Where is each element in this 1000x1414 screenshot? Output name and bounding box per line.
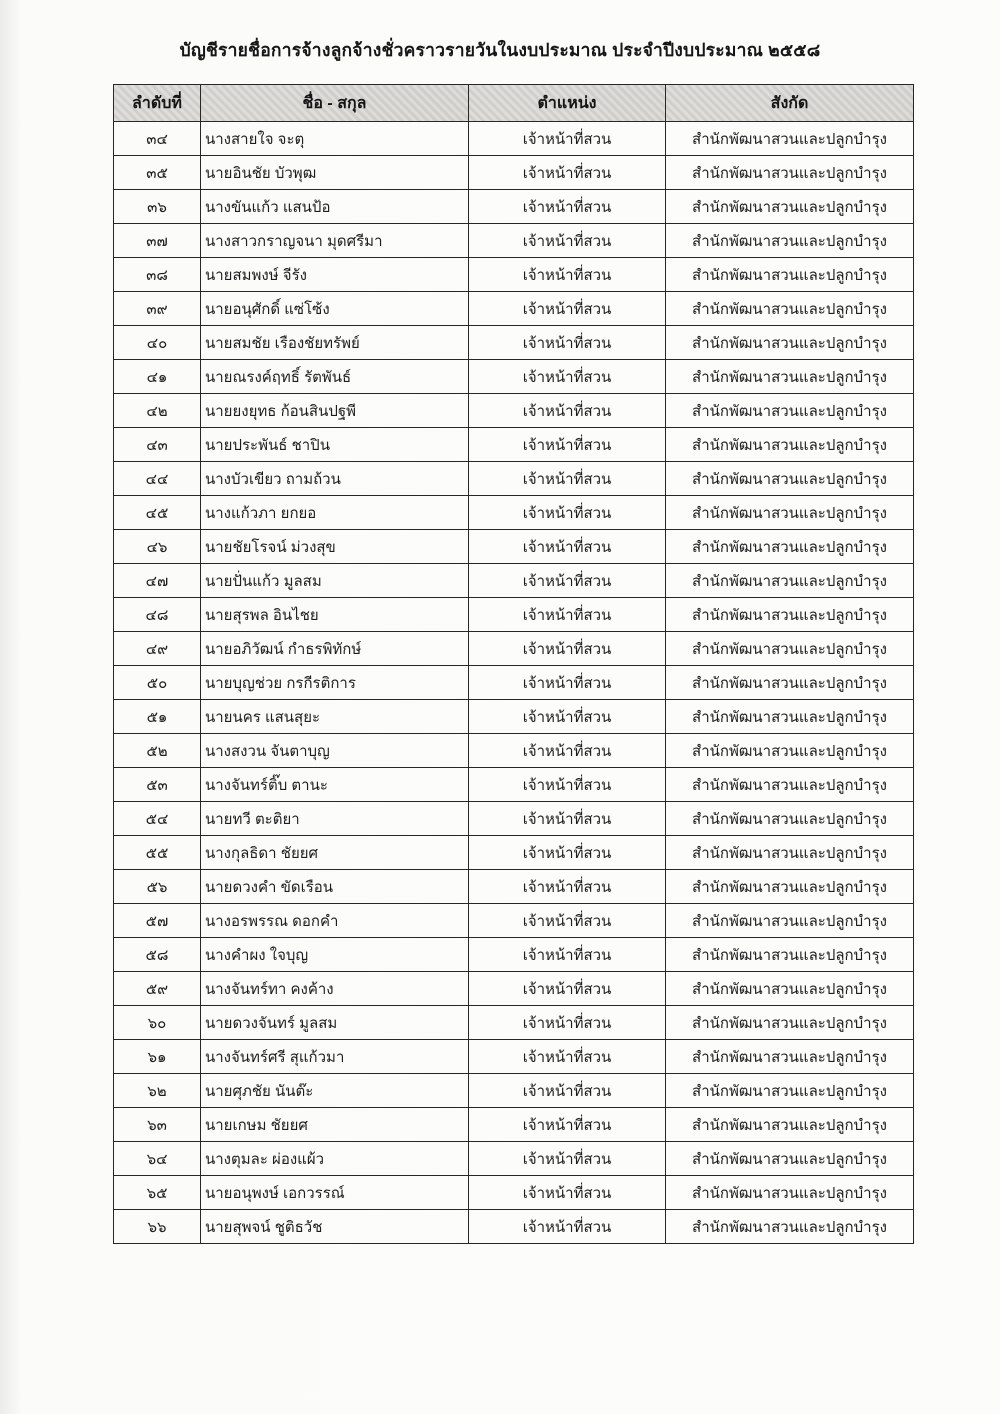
- table-row: [114, 1074, 914, 1108]
- cell-no: ๔๘: [114, 598, 201, 632]
- cell-position: เจ้าหน้าที่สวน: [469, 870, 666, 904]
- cell-affiliation: สำนักพัฒนาสวนและปลูกบำรุง: [666, 428, 914, 462]
- cell-position: เจ้าหน้าที่สวน: [469, 1108, 666, 1142]
- cell-no: ๖๒: [114, 1074, 201, 1108]
- cell-no: ๕๑: [114, 700, 201, 734]
- table-row: [114, 802, 914, 836]
- cell-position: เจ้าหน้าที่สวน: [469, 394, 666, 428]
- cell-position: เจ้าหน้าที่สวน: [469, 360, 666, 394]
- cell-affiliation: สำนักพัฒนาสวนและปลูกบำรุง: [666, 326, 914, 360]
- cell-position: เจ้าหน้าที่สวน: [469, 1074, 666, 1108]
- cell-affiliation: สำนักพัฒนาสวนและปลูกบำรุง: [666, 462, 914, 496]
- cell-position: เจ้าหน้าที่สวน: [469, 700, 666, 734]
- cell-name: นายปั่นแก้ว มูลสม: [201, 564, 469, 598]
- page-title: บัญชีรายชื่อการจ้างลูกจ้างชั่วคราวรายวันในงบประมาณ ประจำปีงบประมาณ ๒๕๕๘: [179, 40, 821, 60]
- cell-name: นายสมพงษ์ จีรัง: [201, 258, 469, 292]
- table-row: [114, 938, 914, 972]
- cell-position: เจ้าหน้าที่สวน: [469, 904, 666, 938]
- cell-affiliation: สำนักพัฒนาสวนและปลูกบำรุง: [666, 700, 914, 734]
- cell-affiliation: สำนักพัฒนาสวนและปลูกบำรุง: [666, 768, 914, 802]
- cell-position: เจ้าหน้าที่สวน: [469, 496, 666, 530]
- cell-affiliation: สำนักพัฒนาสวนและปลูกบำรุง: [666, 258, 914, 292]
- cell-name: นายสุพจน์ ชูติธวัช: [201, 1210, 469, 1244]
- cell-name: นายนคร แสนสุยะ: [201, 700, 469, 734]
- cell-position: เจ้าหน้าที่สวน: [469, 836, 666, 870]
- cell-no: ๕๘: [114, 938, 201, 972]
- cell-position: เจ้าหน้าที่สวน: [469, 530, 666, 564]
- cell-position: เจ้าหน้าที่สวน: [469, 1006, 666, 1040]
- cell-no: ๓๕: [114, 156, 201, 190]
- cell-no: ๕๐: [114, 666, 201, 700]
- table-row: [114, 564, 914, 598]
- cell-no: ๔๖: [114, 530, 201, 564]
- cell-name: นางสายใจ จะตุ: [201, 122, 469, 156]
- table-row: [114, 394, 914, 428]
- table-row: [114, 1040, 914, 1074]
- cell-affiliation: สำนักพัฒนาสวนและปลูกบำรุง: [666, 904, 914, 938]
- cell-no: ๓๙: [114, 292, 201, 326]
- cell-position: เจ้าหน้าที่สวน: [469, 258, 666, 292]
- cell-position: เจ้าหน้าที่สวน: [469, 734, 666, 768]
- cell-name: นายดวงคำ ขัดเรือน: [201, 870, 469, 904]
- cell-position: เจ้าหน้าที่สวน: [469, 224, 666, 258]
- table-row: [114, 190, 914, 224]
- table-row: [114, 904, 914, 938]
- cell-position: เจ้าหน้าที่สวน: [469, 326, 666, 360]
- cell-affiliation: สำนักพัฒนาสวนและปลูกบำรุง: [666, 598, 914, 632]
- cell-name: นางจันทร์ติ๊บ ตานะ: [201, 768, 469, 802]
- cell-name: นายชัยโรจน์ ม่วงสุข: [201, 530, 469, 564]
- cell-no: ๔๓: [114, 428, 201, 462]
- cell-position: เจ้าหน้าที่สวน: [469, 1210, 666, 1244]
- cell-name: นางขันแก้ว แสนป้อ: [201, 190, 469, 224]
- header-cell-affiliation: สังกัด: [666, 85, 914, 122]
- table-row: [114, 1176, 914, 1210]
- cell-position: เจ้าหน้าที่สวน: [469, 938, 666, 972]
- cell-no: ๖๕: [114, 1176, 201, 1210]
- table-row: [114, 1210, 914, 1244]
- cell-affiliation: สำนักพัฒนาสวนและปลูกบำรุง: [666, 190, 914, 224]
- table-row: [114, 360, 914, 394]
- table-row: [114, 1108, 914, 1142]
- cell-no: ๕๙: [114, 972, 201, 1006]
- cell-no: ๕๖: [114, 870, 201, 904]
- cell-name: นายทวี ตะติยา: [201, 802, 469, 836]
- table-row: [114, 258, 914, 292]
- cell-affiliation: สำนักพัฒนาสวนและปลูกบำรุง: [666, 122, 914, 156]
- table-row: [114, 768, 914, 802]
- table-row: [114, 632, 914, 666]
- cell-name: นางสาวกราญจนา มุดศรีมา: [201, 224, 469, 258]
- cell-position: เจ้าหน้าที่สวน: [469, 122, 666, 156]
- cell-affiliation: สำนักพัฒนาสวนและปลูกบำรุง: [666, 666, 914, 700]
- employee-table: [113, 84, 914, 1244]
- cell-no: ๔๔: [114, 462, 201, 496]
- table-row: [114, 734, 914, 768]
- cell-position: เจ้าหน้าที่สวน: [469, 666, 666, 700]
- cell-no: ๕๔: [114, 802, 201, 836]
- cell-affiliation: สำนักพัฒนาสวนและปลูกบำรุง: [666, 564, 914, 598]
- table-row: [114, 462, 914, 496]
- cell-position: เจ้าหน้าที่สวน: [469, 802, 666, 836]
- cell-position: เจ้าหน้าที่สวน: [469, 428, 666, 462]
- table-body: [114, 122, 914, 1244]
- cell-affiliation: สำนักพัฒนาสวนและปลูกบำรุง: [666, 802, 914, 836]
- cell-position: เจ้าหน้าที่สวน: [469, 190, 666, 224]
- cell-affiliation: สำนักพัฒนาสวนและปลูกบำรุง: [666, 632, 914, 666]
- table-row: [114, 666, 914, 700]
- table-row: [114, 292, 914, 326]
- cell-affiliation: สำนักพัฒนาสวนและปลูกบำรุง: [666, 1108, 914, 1142]
- cell-position: เจ้าหน้าที่สวน: [469, 1176, 666, 1210]
- cell-name: นางแก้วภา ยกยอ: [201, 496, 469, 530]
- cell-name: นายอภิวัฒน์ กำธรพิทักษ์: [201, 632, 469, 666]
- cell-name: นายเกษม ชัยยศ: [201, 1108, 469, 1142]
- cell-affiliation: สำนักพัฒนาสวนและปลูกบำรุง: [666, 1006, 914, 1040]
- cell-no: ๖๖: [114, 1210, 201, 1244]
- cell-affiliation: สำนักพัฒนาสวนและปลูกบำรุง: [666, 360, 914, 394]
- cell-affiliation: สำนักพัฒนาสวนและปลูกบำรุง: [666, 734, 914, 768]
- cell-no: ๓๘: [114, 258, 201, 292]
- table-row: [114, 1006, 914, 1040]
- cell-no: ๕๕: [114, 836, 201, 870]
- cell-affiliation: สำนักพัฒนาสวนและปลูกบำรุง: [666, 938, 914, 972]
- cell-no: ๖๓: [114, 1108, 201, 1142]
- cell-affiliation: สำนักพัฒนาสวนและปลูกบำรุง: [666, 1176, 914, 1210]
- table-header-row: [114, 85, 914, 122]
- cell-no: ๖๔: [114, 1142, 201, 1176]
- cell-name: นายยงยุทธ ก้อนสินปฐพี: [201, 394, 469, 428]
- cell-no: ๔๐: [114, 326, 201, 360]
- cell-name: นายสมชัย เรืองชัยทรัพย์: [201, 326, 469, 360]
- cell-position: เจ้าหน้าที่สวน: [469, 156, 666, 190]
- table-row: [114, 836, 914, 870]
- cell-no: ๔๕: [114, 496, 201, 530]
- cell-affiliation: สำนักพัฒนาสวนและปลูกบำรุง: [666, 530, 914, 564]
- cell-name: นางจันทร์ทา คงค้าง: [201, 972, 469, 1006]
- cell-name: นางคำผง ใจบุญ: [201, 938, 469, 972]
- cell-position: เจ้าหน้าที่สวน: [469, 972, 666, 1006]
- table-row: [114, 156, 914, 190]
- table-row: [114, 530, 914, 564]
- cell-name: นางกุลธิดา ชัยยศ: [201, 836, 469, 870]
- cell-name: นายอนุศักดิ์ แซ่โซ้ง: [201, 292, 469, 326]
- cell-position: เจ้าหน้าที่สวน: [469, 292, 666, 326]
- table-row: [114, 972, 914, 1006]
- table-row: [114, 224, 914, 258]
- cell-no: ๕๒: [114, 734, 201, 768]
- header-cell-position: ตำแหน่ง: [469, 85, 666, 122]
- cell-name: นายอินชัย บัวพุฒ: [201, 156, 469, 190]
- table-row: [114, 700, 914, 734]
- cell-name: นายดวงจันทร์ มูลสม: [201, 1006, 469, 1040]
- cell-no: ๕๗: [114, 904, 201, 938]
- cell-affiliation: สำนักพัฒนาสวนและปลูกบำรุง: [666, 292, 914, 326]
- header-cell-no: ลำดับที่: [114, 85, 201, 122]
- cell-name: นางอรพรรณ ดอกคำ: [201, 904, 469, 938]
- table-row: [114, 598, 914, 632]
- cell-name: นายศุภชัย นันต๊ะ: [201, 1074, 469, 1108]
- table-row: [114, 428, 914, 462]
- cell-affiliation: สำนักพัฒนาสวนและปลูกบำรุง: [666, 836, 914, 870]
- cell-affiliation: สำนักพัฒนาสวนและปลูกบำรุง: [666, 972, 914, 1006]
- cell-name: นางบัวเขียว ถามถ้วน: [201, 462, 469, 496]
- cell-affiliation: สำนักพัฒนาสวนและปลูกบำรุง: [666, 394, 914, 428]
- cell-no: ๔๙: [114, 632, 201, 666]
- cell-position: เจ้าหน้าที่สวน: [469, 1040, 666, 1074]
- table-row: [114, 122, 914, 156]
- cell-name: นางสงวน จันตาบุญ: [201, 734, 469, 768]
- cell-affiliation: สำนักพัฒนาสวนและปลูกบำรุง: [666, 156, 914, 190]
- cell-name: นายสุรพล อินไชย: [201, 598, 469, 632]
- table-row: [114, 326, 914, 360]
- cell-no: ๔๒: [114, 394, 201, 428]
- cell-name: นางจันทร์ศรี สุแก้วมา: [201, 1040, 469, 1074]
- table-row: [114, 1142, 914, 1176]
- cell-name: นายอนุพงษ์ เอกวรรณ์: [201, 1176, 469, 1210]
- table-row: [114, 496, 914, 530]
- cell-affiliation: สำนักพัฒนาสวนและปลูกบำรุง: [666, 1040, 914, 1074]
- cell-affiliation: สำนักพัฒนาสวนและปลูกบำรุง: [666, 1074, 914, 1108]
- cell-no: ๖๑: [114, 1040, 201, 1074]
- table-row: [114, 870, 914, 904]
- cell-no: ๔๑: [114, 360, 201, 394]
- cell-name: นายณรงค์ฤทธิ์ รัตพันธ์: [201, 360, 469, 394]
- cell-name: นายประพันธ์ ชาปิน: [201, 428, 469, 462]
- cell-no: ๔๗: [114, 564, 201, 598]
- cell-no: ๕๓: [114, 768, 201, 802]
- cell-position: เจ้าหน้าที่สวน: [469, 1142, 666, 1176]
- cell-no: ๓๖: [114, 190, 201, 224]
- cell-position: เจ้าหน้าที่สวน: [469, 768, 666, 802]
- cell-position: เจ้าหน้าที่สวน: [469, 564, 666, 598]
- cell-name: นางตุมละ ผ่องแผ้ว: [201, 1142, 469, 1176]
- cell-position: เจ้าหน้าที่สวน: [469, 632, 666, 666]
- cell-no: ๓๗: [114, 224, 201, 258]
- cell-no: ๓๔: [114, 122, 201, 156]
- cell-affiliation: สำนักพัฒนาสวนและปลูกบำรุง: [666, 1142, 914, 1176]
- cell-affiliation: สำนักพัฒนาสวนและปลูกบำรุง: [666, 496, 914, 530]
- cell-no: ๖๐: [114, 1006, 201, 1040]
- header-cell-name: ชื่อ - สกุล: [201, 85, 469, 122]
- cell-affiliation: สำนักพัฒนาสวนและปลูกบำรุง: [666, 1210, 914, 1244]
- cell-affiliation: สำนักพัฒนาสวนและปลูกบำรุง: [666, 224, 914, 258]
- cell-position: เจ้าหน้าที่สวน: [469, 462, 666, 496]
- cell-position: เจ้าหน้าที่สวน: [469, 598, 666, 632]
- cell-name: นายบุญช่วย กรกีรติการ: [201, 666, 469, 700]
- cell-affiliation: สำนักพัฒนาสวนและปลูกบำรุง: [666, 870, 914, 904]
